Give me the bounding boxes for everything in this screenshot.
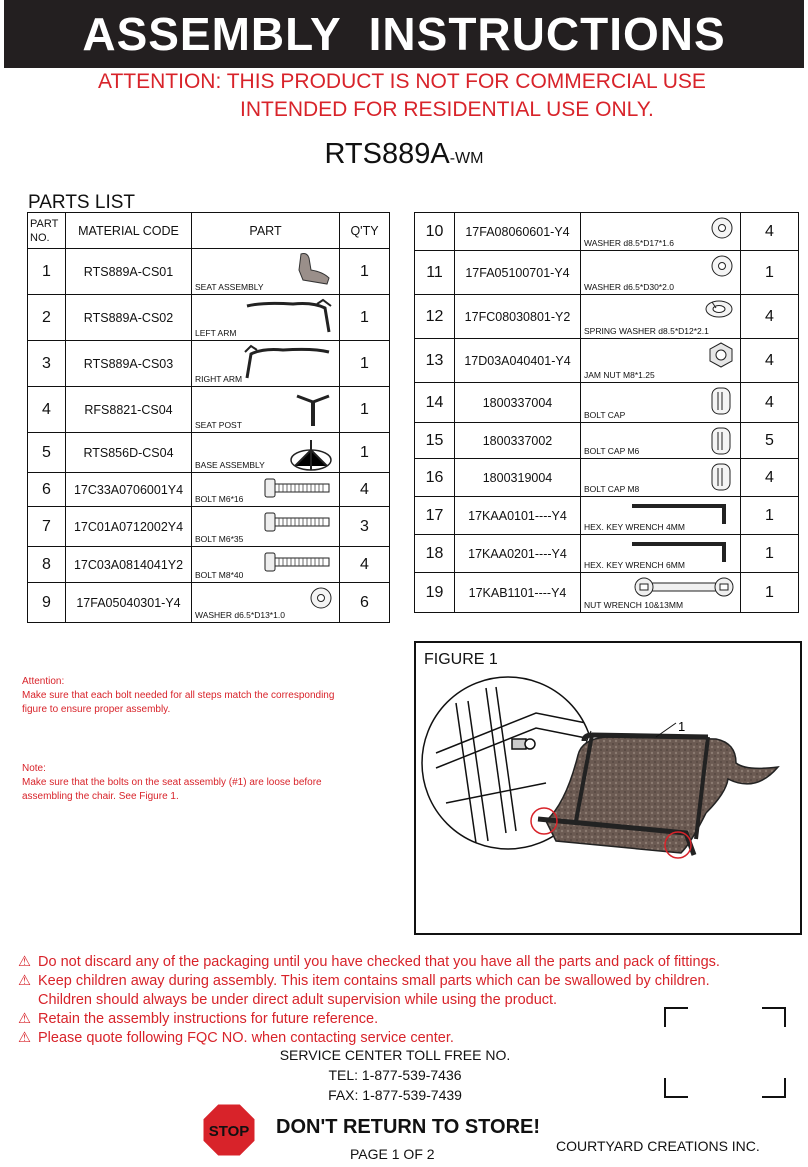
part-number: 18 bbox=[415, 535, 455, 573]
part-label: BOLT CAP M6 bbox=[584, 446, 640, 456]
figure-1 bbox=[414, 641, 802, 935]
warning-icon: ⚠ bbox=[18, 1011, 31, 1027]
part-cell bbox=[581, 339, 741, 383]
material-code: 17FA08060601-Y4 bbox=[455, 213, 581, 251]
part-cell bbox=[192, 473, 340, 507]
figure-callout-1: 1 bbox=[678, 719, 686, 734]
parts-row bbox=[415, 251, 799, 295]
part-label: BOLT CAP M8 bbox=[584, 484, 640, 494]
part-cell bbox=[581, 251, 741, 295]
part-cell bbox=[581, 213, 741, 251]
part-quantity: 1 bbox=[340, 387, 390, 433]
warning-icon: ⚠ bbox=[18, 1030, 31, 1046]
part-cell bbox=[581, 497, 741, 535]
fqc-box-corner bbox=[762, 1007, 786, 1027]
part-label: BOLT M6*35 bbox=[195, 534, 244, 544]
part-label: WASHER d8.5*D17*1.6 bbox=[584, 238, 674, 248]
part-label: BASE ASSEMBLY bbox=[195, 460, 265, 470]
part-cell bbox=[192, 583, 340, 623]
parts-row bbox=[415, 295, 799, 339]
part-number: 17 bbox=[415, 497, 455, 535]
material-code: 1800337002 bbox=[455, 423, 581, 459]
parts-row bbox=[415, 573, 799, 613]
part-label: NUT WRENCH 10&13MM bbox=[584, 600, 684, 610]
service-fax: FAX: 1-877-539-7439 bbox=[328, 1087, 462, 1103]
part-quantity: 4 bbox=[741, 339, 799, 383]
material-code: 17C01A0712002Y4 bbox=[66, 507, 192, 547]
warning-line: ⚠ Keep children away during assembly. This item contains small parts which can be swallowed by children. bbox=[18, 973, 710, 989]
part-number: 9 bbox=[28, 583, 66, 623]
model-number bbox=[0, 138, 808, 171]
material-code: RFS8821-CS04 bbox=[66, 387, 192, 433]
part-quantity: 4 bbox=[741, 213, 799, 251]
material-code: RTS889A-CS02 bbox=[66, 295, 192, 341]
part-quantity: 1 bbox=[741, 497, 799, 535]
part-number: 14 bbox=[415, 383, 455, 423]
part-label: HEX. KEY WRENCH 6MM bbox=[584, 560, 685, 570]
parts-row bbox=[415, 383, 799, 423]
stop-sign-icon bbox=[202, 1103, 256, 1157]
part-label: BOLT M6*16 bbox=[195, 494, 244, 504]
part-number: 19 bbox=[415, 573, 455, 613]
part-label: HEX. KEY WRENCH 4MM bbox=[584, 522, 685, 532]
material-code-header: MATERIAL CODE bbox=[66, 213, 192, 249]
material-code: 17KAA0201----Y4 bbox=[455, 535, 581, 573]
parts-row bbox=[415, 459, 799, 497]
part-no-header: PART NO. bbox=[28, 213, 66, 249]
part-label: RIGHT ARM bbox=[195, 374, 243, 384]
part-number: 5 bbox=[28, 433, 66, 473]
parts-row bbox=[28, 387, 390, 433]
parts-list-title: PARTS LIST bbox=[28, 192, 135, 213]
part-number: 13 bbox=[415, 339, 455, 383]
part-cell bbox=[581, 295, 741, 339]
attention-line-1: ATTENTION: THIS PRODUCT IS NOT FOR COMMERCIAL USE bbox=[98, 70, 706, 93]
material-code: 1800319004 bbox=[455, 459, 581, 497]
material-code: 17FA05040301-Y4 bbox=[66, 583, 192, 623]
part-quantity: 4 bbox=[741, 459, 799, 497]
qty-header: Q'TY bbox=[340, 213, 390, 249]
title-banner: ASSEMBLY INSTRUCTIONS bbox=[4, 0, 804, 68]
model-suffix: -WM bbox=[449, 150, 484, 167]
material-code: 17FC08030801-Y2 bbox=[455, 295, 581, 339]
material-code: 1800337004 bbox=[455, 383, 581, 423]
model-code: RTS889A bbox=[324, 138, 450, 170]
part-cell bbox=[192, 341, 340, 387]
company-name: COURTYARD CREATIONS INC. bbox=[556, 1138, 760, 1154]
parts-row bbox=[415, 423, 799, 459]
material-code: RTS889A-CS01 bbox=[66, 249, 192, 295]
material-code: 17C03A0814041Y2 bbox=[66, 547, 192, 583]
part-label: BOLT M8*40 bbox=[195, 570, 244, 580]
part-cell bbox=[192, 507, 340, 547]
part-number: 2 bbox=[28, 295, 66, 341]
part-cell bbox=[581, 423, 741, 459]
part-number: 4 bbox=[28, 387, 66, 433]
page-number: PAGE 1 OF 2 bbox=[350, 1146, 435, 1162]
material-code: 17D03A040401-Y4 bbox=[455, 339, 581, 383]
part-number: 8 bbox=[28, 547, 66, 583]
part-cell bbox=[581, 573, 741, 613]
part-label: WASHER d6.5*D30*2.0 bbox=[584, 282, 674, 292]
warning-line: Children should always be under direct adult supervision while using the product. bbox=[38, 992, 558, 1008]
part-quantity: 6 bbox=[340, 583, 390, 623]
warning-line: ⚠ Do not discard any of the packaging until you have checked that you have all the parts and pack of fittings. bbox=[18, 954, 720, 970]
part-label: BOLT CAP bbox=[584, 410, 626, 420]
service-center-title: SERVICE CENTER TOLL FREE NO. bbox=[279, 1047, 511, 1063]
attention-line-2: INTENDED FOR RESIDENTIAL USE ONLY. bbox=[240, 98, 654, 121]
part-quantity: 1 bbox=[340, 249, 390, 295]
parts-row bbox=[28, 341, 390, 387]
part-quantity: 1 bbox=[340, 341, 390, 387]
fqc-box-corner bbox=[664, 1007, 688, 1027]
material-code: 17C33A0706001Y4 bbox=[66, 473, 192, 507]
material-code: 17KAB1101----Y4 bbox=[455, 573, 581, 613]
part-number: 7 bbox=[28, 507, 66, 547]
parts-table-header bbox=[28, 213, 390, 249]
warning-icon: ⚠ bbox=[18, 954, 31, 970]
parts-row bbox=[415, 339, 799, 383]
parts-row bbox=[28, 507, 390, 547]
attention-note: Attention: Make sure that each bolt needed for all steps match the corresponding figure to ensure proper assembly. bbox=[22, 676, 335, 715]
material-code: 17FA05100701-Y4 bbox=[455, 251, 581, 295]
parts-row bbox=[28, 433, 390, 473]
part-quantity: 1 bbox=[340, 433, 390, 473]
parts-row bbox=[28, 473, 390, 507]
parts-row bbox=[28, 295, 390, 341]
parts-row bbox=[28, 547, 390, 583]
part-cell bbox=[192, 295, 340, 341]
warning-line: ⚠ Please quote following FQC NO. when contacting service center. bbox=[18, 1030, 454, 1046]
parts-row bbox=[28, 249, 390, 295]
part-number: 1 bbox=[28, 249, 66, 295]
part-cell bbox=[581, 535, 741, 573]
seat-assembly-illustration bbox=[416, 643, 800, 933]
part-quantity: 1 bbox=[340, 295, 390, 341]
part-header: PART bbox=[192, 213, 340, 249]
part-quantity: 1 bbox=[741, 573, 799, 613]
warning-line: ⚠ Retain the assembly instructions for future reference. bbox=[18, 1011, 379, 1027]
parts-row bbox=[28, 583, 390, 623]
parts-row bbox=[415, 497, 799, 535]
part-label: SPRING WASHER d8.5*D12*2.1 bbox=[584, 326, 709, 336]
parts-table-right bbox=[414, 212, 799, 613]
part-quantity: 5 bbox=[741, 423, 799, 459]
dont-return-text: DON'T RETURN TO STORE! bbox=[276, 1116, 541, 1138]
part-number: 6 bbox=[28, 473, 66, 507]
parts-row bbox=[415, 213, 799, 251]
part-quantity: 1 bbox=[741, 251, 799, 295]
part-cell bbox=[192, 433, 340, 473]
part-label: JAM NUT M8*1.25 bbox=[584, 370, 655, 380]
part-label: SEAT POST bbox=[195, 420, 242, 430]
part-quantity: 3 bbox=[340, 507, 390, 547]
part-quantity: 4 bbox=[741, 295, 799, 339]
part-quantity: 4 bbox=[340, 473, 390, 507]
figure-title: FIGURE 1 bbox=[424, 651, 498, 668]
part-cell bbox=[192, 249, 340, 295]
service-tel: TEL: 1-877-539-7436 bbox=[328, 1067, 462, 1083]
part-number: 15 bbox=[415, 423, 455, 459]
material-code: RTS856D-CS04 bbox=[66, 433, 192, 473]
seat-bolt-note: Note: Make sure that the bolts on the seat assembly (#1) are loose before assembling the chair. See Figure 1. bbox=[22, 763, 322, 802]
part-quantity: 1 bbox=[741, 535, 799, 573]
part-label: WASHER d6.5*D13*1.0 bbox=[195, 610, 285, 620]
warnings-list bbox=[18, 953, 720, 1048]
stop-label: STOP bbox=[208, 1123, 250, 1140]
part-cell bbox=[581, 383, 741, 423]
part-cell bbox=[192, 387, 340, 433]
part-number: 16 bbox=[415, 459, 455, 497]
material-code: 17KAA0101----Y4 bbox=[455, 497, 581, 535]
part-quantity: 4 bbox=[741, 383, 799, 423]
part-number: 11 bbox=[415, 251, 455, 295]
part-label: LEFT ARM bbox=[195, 328, 237, 338]
part-cell bbox=[581, 459, 741, 497]
parts-table-left bbox=[27, 212, 390, 623]
warning-icon: ⚠ bbox=[18, 973, 31, 989]
part-number: 10 bbox=[415, 213, 455, 251]
part-label: SEAT ASSEMBLY bbox=[195, 282, 264, 292]
parts-row bbox=[415, 535, 799, 573]
part-quantity: 4 bbox=[340, 547, 390, 583]
part-number: 12 bbox=[415, 295, 455, 339]
part-cell bbox=[192, 547, 340, 583]
part-number: 3 bbox=[28, 341, 66, 387]
material-code: RTS889A-CS03 bbox=[66, 341, 192, 387]
